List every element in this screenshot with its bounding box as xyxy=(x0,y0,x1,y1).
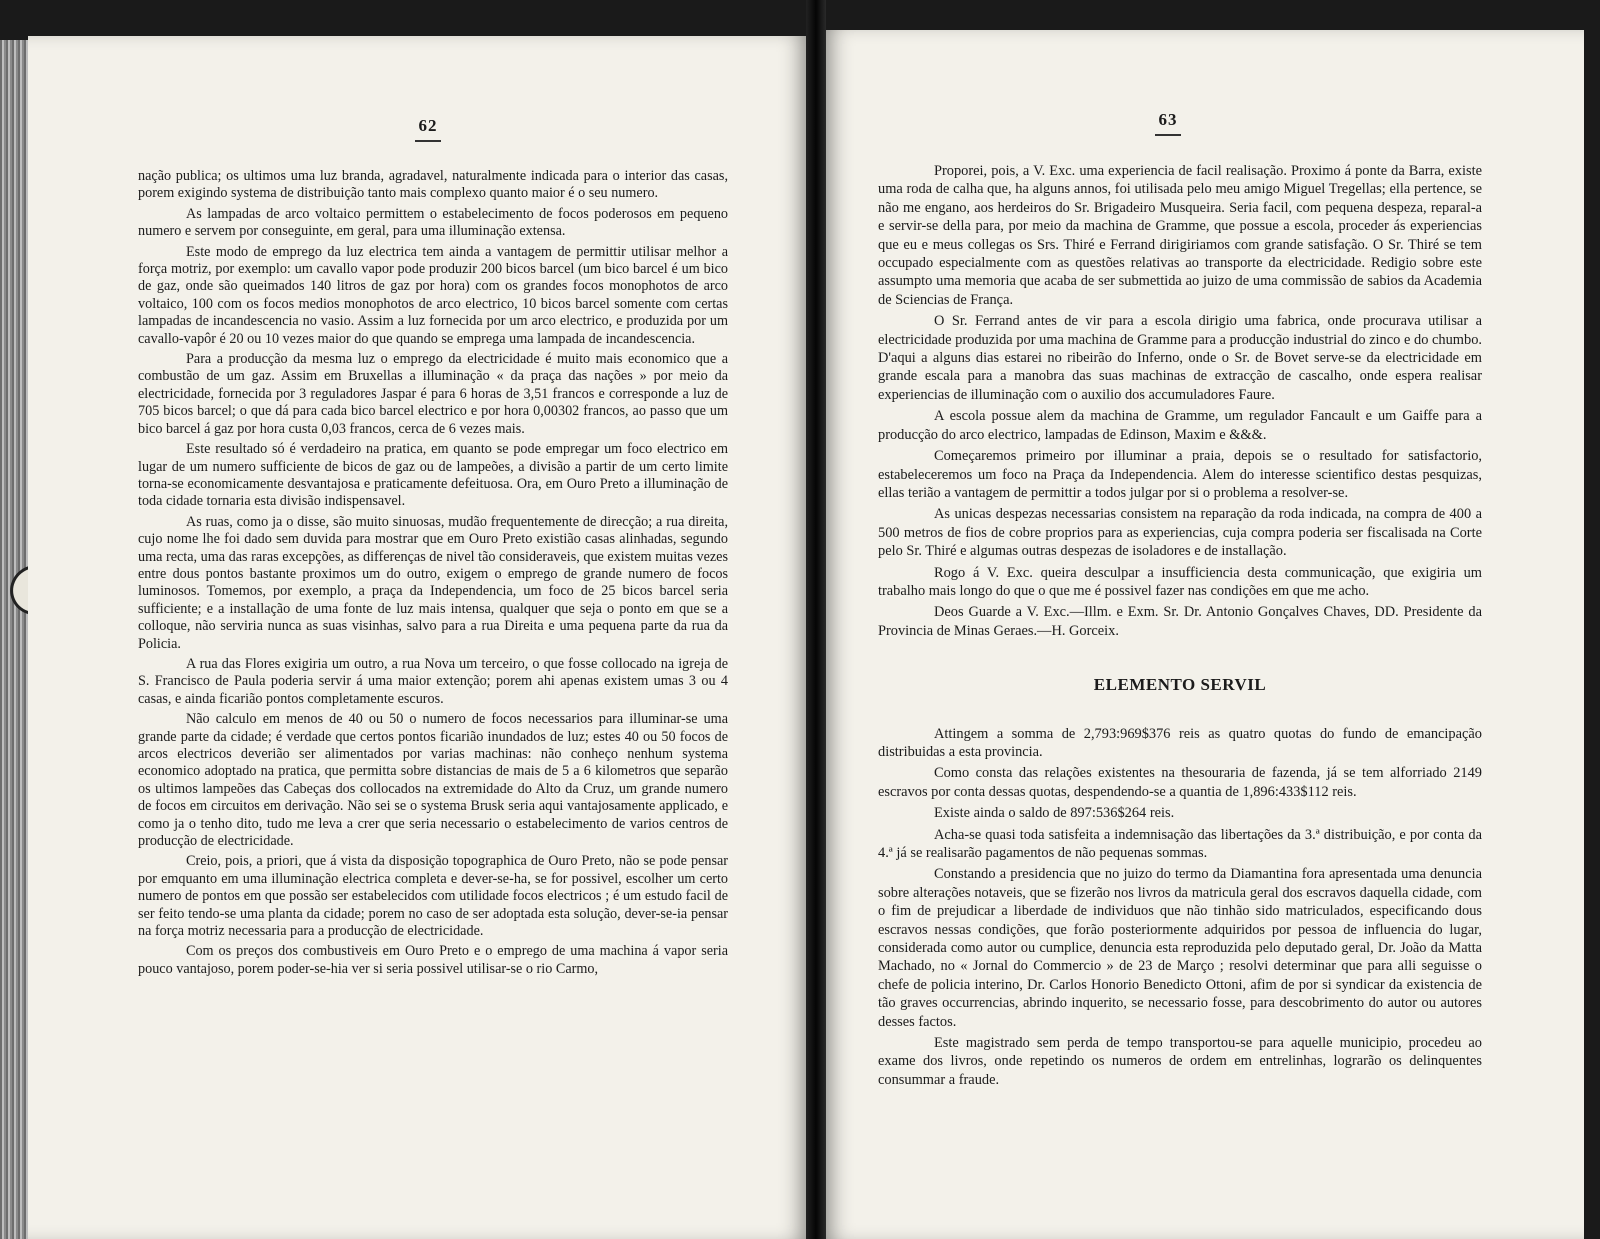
paragraph: Com os preços dos combustiveis em Ouro Preto e o emprego de uma machina á vapor seria pouco vantajoso, porem poder-se-hia ver si seria possivel utilisar-se o rio Carmo, xyxy=(138,943,728,977)
left-page-text xyxy=(138,168,728,981)
paragraph: A escola possue alem da machina de Gramme, um regulador Fancault e um Gaiffe para a producção do arco electrico, lampadas de Edinson, Maxim e &&&. xyxy=(878,408,1482,443)
page-number: 62 xyxy=(398,116,458,142)
paragraph: O Sr. Ferrand antes de vir para a escola dirigio uma fabrica, onde procurava utilisar a electricidade produzida por uma machina de Gramme para a producção industrial do zinco e do chumbo. D'aqui a alguns dias estarei no ribeirão do Inferno, onde o Sr. de Bovet serve-se da electricidade em grande escala para a manobra das suas machinas de extracção de cascalho, onde espera realisar experiencias de illuminação com o auxilio dos accumuladores Faure. xyxy=(878,313,1482,403)
right-page-text xyxy=(878,162,1482,1092)
paragraph: Para a producção da mesma luz o emprego da electricidade é muito mais economico que a combustão de um gaz. Assim em Bruxellas a illuminação « da praça das nações » por meio da electricidade, fornecida por 3 reguladores Jaspar é para 6 horas de 3,51 francos e corresponde a luz de 705 bicos barcel; o que dá para cada bico barcel electrico e por hora 0,00302 francos, ao passo que um bico barcel á gaz por hora custa 0,03 francos, cerca de 6 vezes mais. xyxy=(138,351,728,437)
section-title: ELEMENTO SERVIL xyxy=(1093,675,1267,695)
paragraph: Constando a presidencia que no juizo do termo da Diamantina fora apresentada uma denuncia sobre alterações notaveis, que se fizerão nos livros da matricula geral dos escravos daquella cidade, com o fim de prejudicar a liberdade de individuos que não tinhão sido matriculados, especificando dous escravos nessas condições, que forão posteriormente adquiridos por pessoa de influencia do lugar, considerada como autor ou cumplice, denuncia esta reproduzida pelo deputado geral, Dr. João da Matta Machado, no « Jornal do Commercio » de 23 de Março ; resolvi determinar que para alli seguisse o chefe de policia interino, Dr. Carlos Honorio Benedicto Ottoni, afim de por si syndicar da existencia de tão graves occurrencias, abrindo inquerito, se necessario fosse, para descobrimento do autor ou autores desses factos. xyxy=(878,866,1482,1030)
paragraph: As ruas, como ja o disse, são muito sinuosas, mudão frequentemente de direcção; a rua direita, cujo nome lhe foi dado sem duvida para mostrar que em Ouro Preto existião casas alinhadas, segundo uma recta, uma das raras excepções, as differenças de nivel tão consideraveis, que existem muitas vezes entre dous pontos bastante proximos um do outro, exigem o emprego de grande numero de focos luminosos. Tomemos, por exemplo, a praça da Independencia, um foco de 25 bicos barcel seria sufficiente; e a installação de uma fonte de luz mais intensa, qualquer que seja o ponto em que se a colloque, não serviria nunca as suas visinhas, salvo para a rua Direita e uma pequena parte da rua da Policia. xyxy=(138,513,728,652)
paragraph: Creio, pois, a priori, que á vista da disposição topographica de Ouro Preto, não se pode pensar por emquanto em uma illuminação electrica completa e dever-se-ha, se for possivel, escolher um certo numero de pontos em que possão ser estabelecidos com utilidade focos electricos ; é um estudo facil de ser feito tendo-se uma planta da cidade; porem no caso de ser adoptada esta solução, dever-se-ia pensar na força motriz necessaria para a producção de electricidade. xyxy=(138,853,728,940)
paragraph: Rogo á V. Exc. queira desculpar a insufficiencia desta communicação, que exigiria um trabalho mais longo do que o que me é possivel fazer nas condições em que me acho. xyxy=(878,564,1482,599)
page-number: 63 xyxy=(1138,110,1198,136)
paragraph: Como consta das relações existentes na thesouraria de fazenda, já se tem alforriado 2149 escravos por conta dessas quotas, despendendo-se a quantia de 1,896:433$112 reis. xyxy=(878,765,1482,800)
left-page xyxy=(28,36,806,1239)
paragraph: Começaremos primeiro por illuminar a praia, depois se o resultado for satisfactorio, estabeleceremos um foco na Praça da Independencia. Alem do interesse scientifico destas pesquizas, ellas terião a vantagem de permittir a todos julgar por si o problema a resolver-se. xyxy=(878,448,1482,501)
paragraph: A rua das Flores exigiria um outro, a rua Nova um terceiro, o que fosse collocado na igreja de S. Francisco de Paula poderia servir á uma maior extenção; porem ahi apenas existem umas 3 ou 4 casas, e ainda ficarião pontos completamente escuros. xyxy=(138,655,728,707)
paragraph: Não calculo em menos de 40 ou 50 o numero de focos necessarios para illuminar-se uma grande parte da cidade; é verdade que certos pontos ficarião inundados de luz; estes 40 ou 50 focos de arcos electricos deverião ser alimentados por varias machinas: não conheço nenhum systema economico adoptado na pratica, que permitta sobre distancias de mais de 5 a 6 kilometros que separão os ultimos lampeões das Cabeças dos collocados na extremidade do Alto da Cruz, um grande numero de focos em circuitos em derivação. Não sei se o systema Brusk seria aqui vantajosamente applicado, e como ja o tenho dito, tudo me leva a crer que seria necessario o estabelecimento de varios centros de producção de electricidade. xyxy=(138,711,728,850)
book-gutter xyxy=(806,0,826,1239)
book-page-edges xyxy=(0,40,28,1239)
paragraph: As lampadas de arco voltaico permittem o estabelecimento de focos poderosos em pequeno numero e servem por conseguinte, em geral, para uma illuminação extensa. xyxy=(138,205,728,240)
paragraph: Este magistrado sem perda de tempo transportou-se para aquelle municipio, procedeu ao exame dos livros, onde repetindo os numeros de ordem em entrelinhas, lograrão os delinquentes consummar a fraude. xyxy=(878,1035,1482,1088)
paragraph: Attingem a somma de 2,793:969$376 reis as quatro quotas do fundo de emancipação distribuidas a esta provincia. xyxy=(878,725,1482,760)
signature-paragraph: Deos Guarde a V. Exc.—Illm. e Exm. Sr. Dr. Antonio Gonçalves Chaves, DD. Presidente da Provincia de Minas Geraes.—H. Gorceix. xyxy=(878,604,1482,639)
paragraph: Existe ainda o saldo de 897:536$264 reis. xyxy=(934,805,1175,822)
paragraph: nação publica; os ultimos uma luz branda, agradavel, naturalmente indicada para o interior das casas, porem exigindo systema de distribuição tanto mais complexo quanto maior é o seu numero. xyxy=(138,168,728,202)
paragraph: Este modo de emprego da luz electrica tem ainda a vantagem de permittir utilisar melhor a força motriz, por exemplo: um cavallo vapor pode produzir 200 bicos barcel (um bico barcel é um bico de gaz, onde são queimados 140 litros de gaz por hora) com os grandes focos monophotos de arco voltaico, 100 com os focos medios monophotos de arco electrico, 10 bicos barcel somente com certas lampadas de incandescencia no vasio. Assim a luz fornecida por um arco electrico, e produzida por um cavallo-vapôr é 20 ou 10 vezes maior do que quando se emprega uma lampada de incandescencia. xyxy=(138,243,728,347)
paragraph: As unicas despezas necessarias consistem na reparação da roda indicada, na compra de 400 a 500 metros de fios de cobre proprios para as experiencias, cuja compra poderia ser fiscalisada na Corte pelo Sr. Thiré e algumas outras despezas de isoladores e de installação. xyxy=(878,506,1482,560)
right-page xyxy=(826,30,1584,1239)
paragraph: Este resultado só é verdadeiro na pratica, em quanto se pode empregar um foco electrico em lugar de um numero sufficiente de bicos de gaz ou de lampeões, a divisão a partir de um certo limite torna-se economicamente desvantajosa e praticamente defeituosa. Ora, em Ouro Preto a illuminação de toda cidade tornaria esta divisão indispensavel. xyxy=(138,441,728,510)
paragraph: Proporei, pois, a V. Exc. uma experiencia de facil realisação. Proximo á ponte da Barra, existe uma roda de calha que, ha alguns annos, foi utilisada pelo meu amigo Miguel Tregellas; ella pertence, se não me engano, aos herdeiros do Sr. Brigadeiro Musqueira. Seria facil, com pequena despeza, reparal-a e servir-se della para, por meio da machina de Gramme, que possue a escola, proceder ás experiencias que eu e meus collegas os Srs. Thiré e Ferrand dirigiriamos com grande satisfação. O Sr. Thiré se tem occupado especialmente com as questões relativas ao transporte da electricidade. Redigio sobre este assumpto uma memoria que acaba de ser submettida ao juizo de uma commissão de sabios da Academia de Sciencias de França. xyxy=(878,163,1482,308)
paragraph: Acha-se quasi toda satisfeita a indemnisação das libertações da 3.ª distribuição, e por conta da 4.ª já se realisarão pagamentos de não pequenas sommas. xyxy=(878,826,1482,861)
